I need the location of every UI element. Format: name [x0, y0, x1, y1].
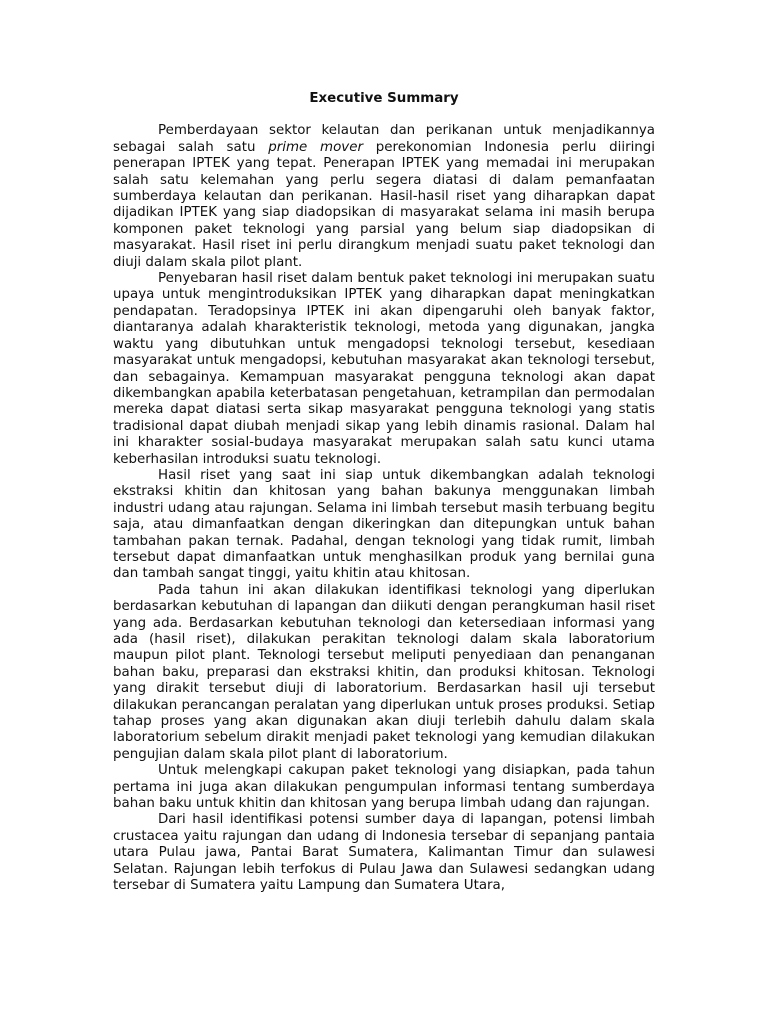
paragraph-4: Pada tahun ini akan dilakukan identifikasi teknologi yang diperlukan berdasarkan kebutuhan di lapangan dan diikuti dengan perangkuman hasil riset yang ada. Berdasarkan kebutuhan teknologi dan ketersediaan informasi yang ada (hasil riset), dilakukan perakitan teknologi dalam skala laboratorium maupun pilot plant. Teknologi tersebut meliputi penyediaan dan penanganan bahan baku, preparasi dan ekstraksi khitin, dan produksi khitosan. Teknologi yang dirakit tersebut diuji di laboratorium. Berdasarkan hasil uji tersebut dilakukan perancangan peralatan yang diperlukan untuk proses produksi. Setiap tahap proses yang akan digunakan akan diuji terlebih dahulu dalam skala laboratorium sebelum dirakit menjadi paket teknologi yang kemudian dilakukan pengujian dalam skala pilot plant di laboratorium. [113, 582, 655, 762]
paragraph-1-start: Pemberdayaan sektor kelautan dan perikanan untuk menjadikannya sebagai salah satu [113, 123, 655, 155]
document-title: Executive Summary [309, 91, 459, 106]
paragraph-3: Hasil riset yang saat ini siap untuk dikembangkan adalah teknologi ekstraksi khitin dan khitosan yang bahan bakunya menggunakan limbah industri udang atau rajungan. Selama ini limbah tersebut masih terbuang begitu saja, atau dimanfaatkan dengan dikeringkan dan ditepungkan untuk bahan tambahan pakan ternak. Padahal, dengan teknologi yang tidak rumit, limbah tersebut dapat dimanfaatkan untuk menghasilkan produk yang bernilai guna dan tambah sangat tinggi, yaitu khitin atau khitosan. [113, 467, 655, 582]
paragraph-1-end: perekonomian Indonesia perlu diiringi penerapan IPTEK yang tepat. Penerapan IPTEK yang memadai ini merupakan salah satu kelemahan yang perlu segera diatasi di dalam pemanfaatan sumberdaya kelautan dan perikanan. Hasil-hasil riset yang diharapkan dapat dijadikan IPTEK yang siap diadopsikan di masyarakat selama ini masih berupa komponen paket teknologi yang parsial yang belum siap diadopsikan di masyarakat. Hasil riset ini perlu dirangkum menjadi suatu paket teknologi dan diuji dalam skala pilot plant. [113, 139, 656, 270]
paragraph-1 [113, 123, 655, 271]
document-page [113, 91, 655, 895]
paragraph-5: Untuk melengkapi cakupan paket teknologi yang disiapkan, pada tahun pertama ini juga akan dilakukan pengumpulan informasi tentang sumberdaya bahan baku untuk khitin dan khitosan yang berupa limbah udang dan rajungan. [113, 763, 655, 812]
paragraph-6: Dari hasil identifikasi potensi sumber daya di lapangan, potensi limbah crustacea yaitu rajungan dan udang di Indonesia tersebar di sepanjang pantaia utara Pulau jawa, Pantai Barat Sumatera, Kalimantan Timur dan sulawesi Selatan. Rajungan lebih terfokus di Pulau Jawa dan Sulawesi sedangkan udang tersebar di Sumatera yaitu Lampung dan Sumatera Utara, [113, 812, 655, 894]
italic-term: prime mover [268, 139, 363, 155]
paragraph-2: Penyebaran hasil riset dalam bentuk paket teknologi ini merupakan suatu upaya untuk mengintroduksikan IPTEK yang diharapkan dapat meningkatkan pendapatan. Teradopsinya IPTEK ini akan dipengaruhi oleh banyak faktor, diantaranya adalah kharakteristik teknologi, metoda yang digunakan, jangka waktu yang dibutuhkan untuk mengadopsi teknologi tersebut, kesediaan masyarakat untuk mengadopsi, kebutuhan masyarakat akan teknologi tersebut, dan sebagainya. Kemampuan masyarakat pengguna teknologi akan dapat dikembangkan apabila keterbatasan pengetahuan, ketrampilan dan permodalan mereka dapat diatasi serta sikap masyarakat pengguna teknologi yang statis tradisional dapat diubah menjadi sikap yang lebih dinamis rasional. Dalam hal ini kharakter sosial-budaya masyarakat merupakan salah satu kunci utama keberhasilan introduksi suatu teknologi. [113, 271, 655, 467]
